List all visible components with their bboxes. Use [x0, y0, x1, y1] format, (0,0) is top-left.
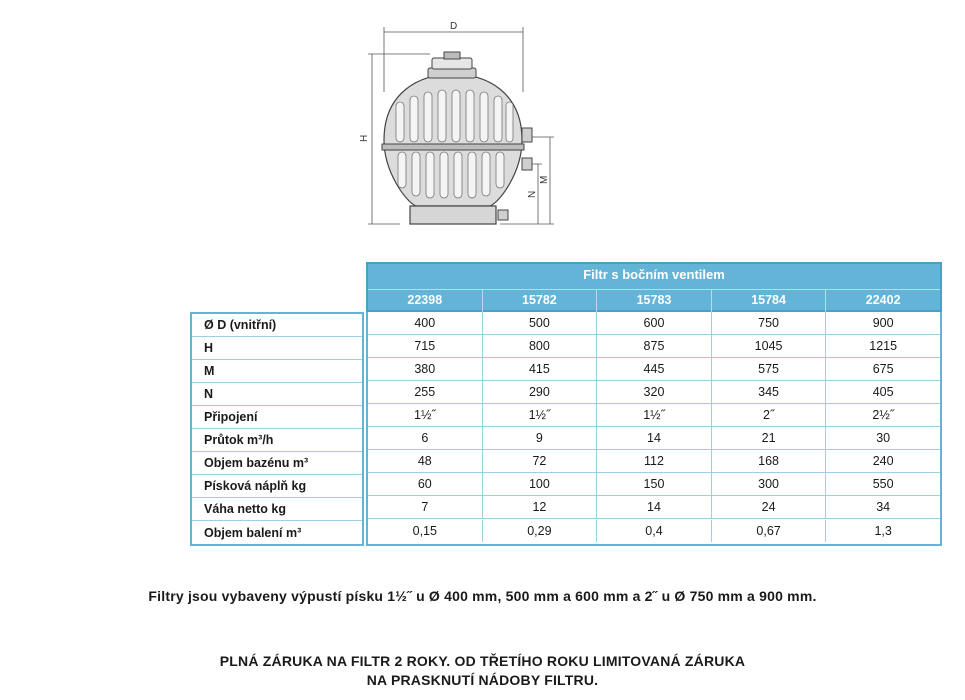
table-row [368, 450, 940, 473]
value-cell: 320 [597, 381, 712, 403]
dim-h-label: H [359, 134, 370, 142]
value-cell: 1,3 [874, 523, 892, 538]
value-cell: 875 [597, 335, 712, 357]
value-cell: 2˝ [712, 404, 827, 426]
value-cell: 1½˝ [368, 404, 483, 426]
values-grid [366, 312, 942, 546]
value-cell: 400 [368, 312, 483, 334]
row-label: Váha netto kg [192, 498, 362, 521]
table-row [368, 427, 940, 450]
value-cell: 900 [872, 316, 894, 330]
value-cell: 345 [712, 381, 827, 403]
value-cell: 675 [872, 362, 894, 376]
value-cell: 30 [876, 431, 891, 445]
value-cell: 150 [597, 473, 712, 495]
value-cell: 1045 [712, 335, 827, 357]
value-cell: 34 [876, 500, 891, 514]
row-label: Objem balení m³ [204, 525, 302, 540]
value-cell: 72 [483, 450, 598, 472]
table-header [366, 262, 942, 312]
row-label: M [192, 360, 362, 383]
value-cell: 48 [368, 450, 483, 472]
code-cell: 15784 [712, 290, 827, 312]
value-cell: 7 [368, 496, 483, 518]
value-cell: 575 [712, 358, 827, 380]
warranty-note-line1: PLNÁ ZÁRUKA NA FILTR 2 ROKY. OD TŘETÍHO ROKU LIMITOVANÁ ZÁRUKA [219, 653, 746, 669]
code-cell: 15783 [597, 290, 712, 312]
value-cell: 800 [483, 335, 598, 357]
row-label: Písková náplň kg [192, 475, 362, 498]
row-label: Průtok m³/h [192, 429, 362, 452]
table-title: Filtr s bočním ventilem [583, 267, 725, 282]
value-cell: 240 [872, 454, 894, 468]
table-row [368, 358, 940, 381]
row-label: N [192, 383, 362, 406]
value-cell: 24 [712, 496, 827, 518]
value-cell: 290 [483, 381, 598, 403]
value-cell: 0,29 [483, 520, 598, 542]
sand-drain-note: Filtry jsou vybaveny výpustí písku 1½˝ u Ø 400 mm, 500 mm a 600 mm a 2˝ u Ø 750 mm a 900 mm. [148, 588, 817, 604]
value-cell: 1½˝ [597, 404, 712, 426]
value-cell: 9 [483, 427, 598, 449]
value-cell: 1½˝ [483, 404, 598, 426]
value-cell: 715 [368, 335, 483, 357]
dim-n-label: N [527, 190, 538, 198]
value-cell: 750 [712, 312, 827, 334]
value-cell: 300 [712, 473, 827, 495]
value-cell: 255 [368, 381, 483, 403]
value-cell: 0,67 [712, 520, 827, 542]
value-cell: 415 [483, 358, 598, 380]
value-cell: 0,4 [597, 520, 712, 542]
table-row [368, 404, 940, 427]
table-row [368, 519, 940, 542]
value-cell: 500 [483, 312, 598, 334]
value-cell: 100 [483, 473, 598, 495]
table-row [368, 473, 940, 496]
code-cell: 15782 [483, 290, 598, 312]
value-cell: 14 [597, 427, 712, 449]
value-cell: 21 [712, 427, 827, 449]
value-cell: 550 [872, 477, 894, 491]
filter-diagram [340, 12, 580, 237]
value-cell: 112 [597, 450, 712, 472]
row-label: Objem bazénu m³ [192, 452, 362, 475]
code-cell: 22398 [368, 290, 483, 312]
table-row [368, 312, 940, 335]
value-cell: 600 [597, 312, 712, 334]
value-cell: 445 [597, 358, 712, 380]
table-row [368, 381, 940, 404]
value-cell: 14 [597, 496, 712, 518]
row-labels [190, 312, 364, 546]
value-cell: 6 [368, 427, 483, 449]
value-cell: 168 [712, 450, 827, 472]
dim-m-label: M [539, 175, 550, 184]
value-cell: 60 [368, 473, 483, 495]
row-label: H [192, 337, 362, 360]
row-label: Připojení [192, 406, 362, 429]
value-cell: 405 [872, 385, 894, 399]
value-cell: 0,15 [368, 520, 483, 542]
table-row [368, 335, 940, 358]
product-codes-row [368, 289, 940, 312]
value-cell: 1215 [869, 339, 898, 353]
row-label: Ø D (vnitřní) [192, 314, 362, 337]
table-row [368, 496, 940, 519]
code-cell: 22402 [865, 293, 901, 307]
value-cell: 380 [368, 358, 483, 380]
warranty-note-line2: NA PRASKNUTÍ NÁDOBY FILTRU. [366, 672, 599, 688]
dim-d-label: D [450, 21, 458, 32]
value-cell: 2½˝ [872, 408, 894, 422]
value-cell: 12 [483, 496, 598, 518]
